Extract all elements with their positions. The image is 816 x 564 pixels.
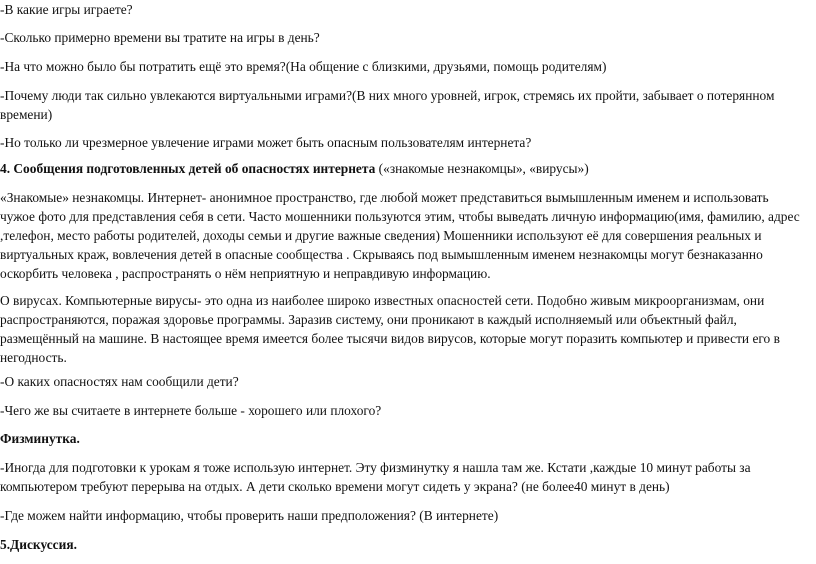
question-games: -В какие игры играете? xyxy=(0,2,133,17)
section-4-heading xyxy=(0,159,800,178)
section-5-heading: 5.Дискуссия. xyxy=(0,537,77,552)
fizminutka-heading: Физминутка. xyxy=(0,431,80,446)
fizminutka-paragraph: -Иногда для подготовки к урокам я тоже использую интернет. Эту физминутку я нашла там же. Кстати ,каждые 10 минут работы за компьютером требуют перерыва на отдых. А дети сколько времени могут сидеть у экрана? (не более40 минут в день) xyxy=(0,460,751,494)
question-what-dangers: -О каких опасностях нам сообщили дети? xyxy=(0,374,239,389)
section-4-bold-title: 4. Сообщения подготовленных детей об опасностях интернета xyxy=(0,161,379,176)
question-spend-time: -На что можно было бы потратить ещё это время?(На общение с близкими, друзьями, помощь родителям) xyxy=(0,59,607,74)
question-danger: -Но только ли чрезмерное увлечение играми может быть опасным пользователям интернета? xyxy=(0,135,532,150)
question-time: -Сколько примерно времени вы тратите на игры в день? xyxy=(0,30,320,45)
section-4-topics: («знакомые незнакомцы», «вирусы») xyxy=(378,161,589,176)
viruses-paragraph: О вирусах. Компьютерные вирусы- это одна из наиболее широко известных опасностей сети. Подобно живым микроорганизмам, они распространяются, поражая здоровье программы. Заразив систему, они проникают в каждый исполняемый или объектный файл, размещённый на машине. В настоящее время имеется более тысячи видов вирусов, которые могут поразить компьютер и привести его в негодность. xyxy=(0,293,780,365)
question-why-virtual-games: -Почему люди так сильно увлекаются виртуальными играми?(В них много уровней, игрок, стремясь их пройти, забывает о потерянном времени) xyxy=(0,88,775,122)
strangers-paragraph: «Знакомые» незнакомцы. Интернет- анонимное пространство, где любой может представиться вымышленным именем и использовать чужое фото для представления себя в сети. Часто мошенники пользуются этим, чтобы выведать личную информацию(имя, фамилию, адрес ,телефон, место работы родителей, доходы семьи и другие важные сведения) Мошенники используют её для совершения реальных и виртуальных краж, вовлечения детей в опасные сообщества . Скрываясь под вымышленным именем незнакомцы могут безнаказанно оскорбить человека , распространять о нём неприятную и неправдивую информацию. xyxy=(0,190,800,281)
question-where-info: -Где можем найти информацию, чтобы проверить наши предположения? (В интернете) xyxy=(0,508,499,523)
question-good-or-bad: -Чего же вы считаете в интернете больше - хорошего или плохого? xyxy=(0,403,382,418)
